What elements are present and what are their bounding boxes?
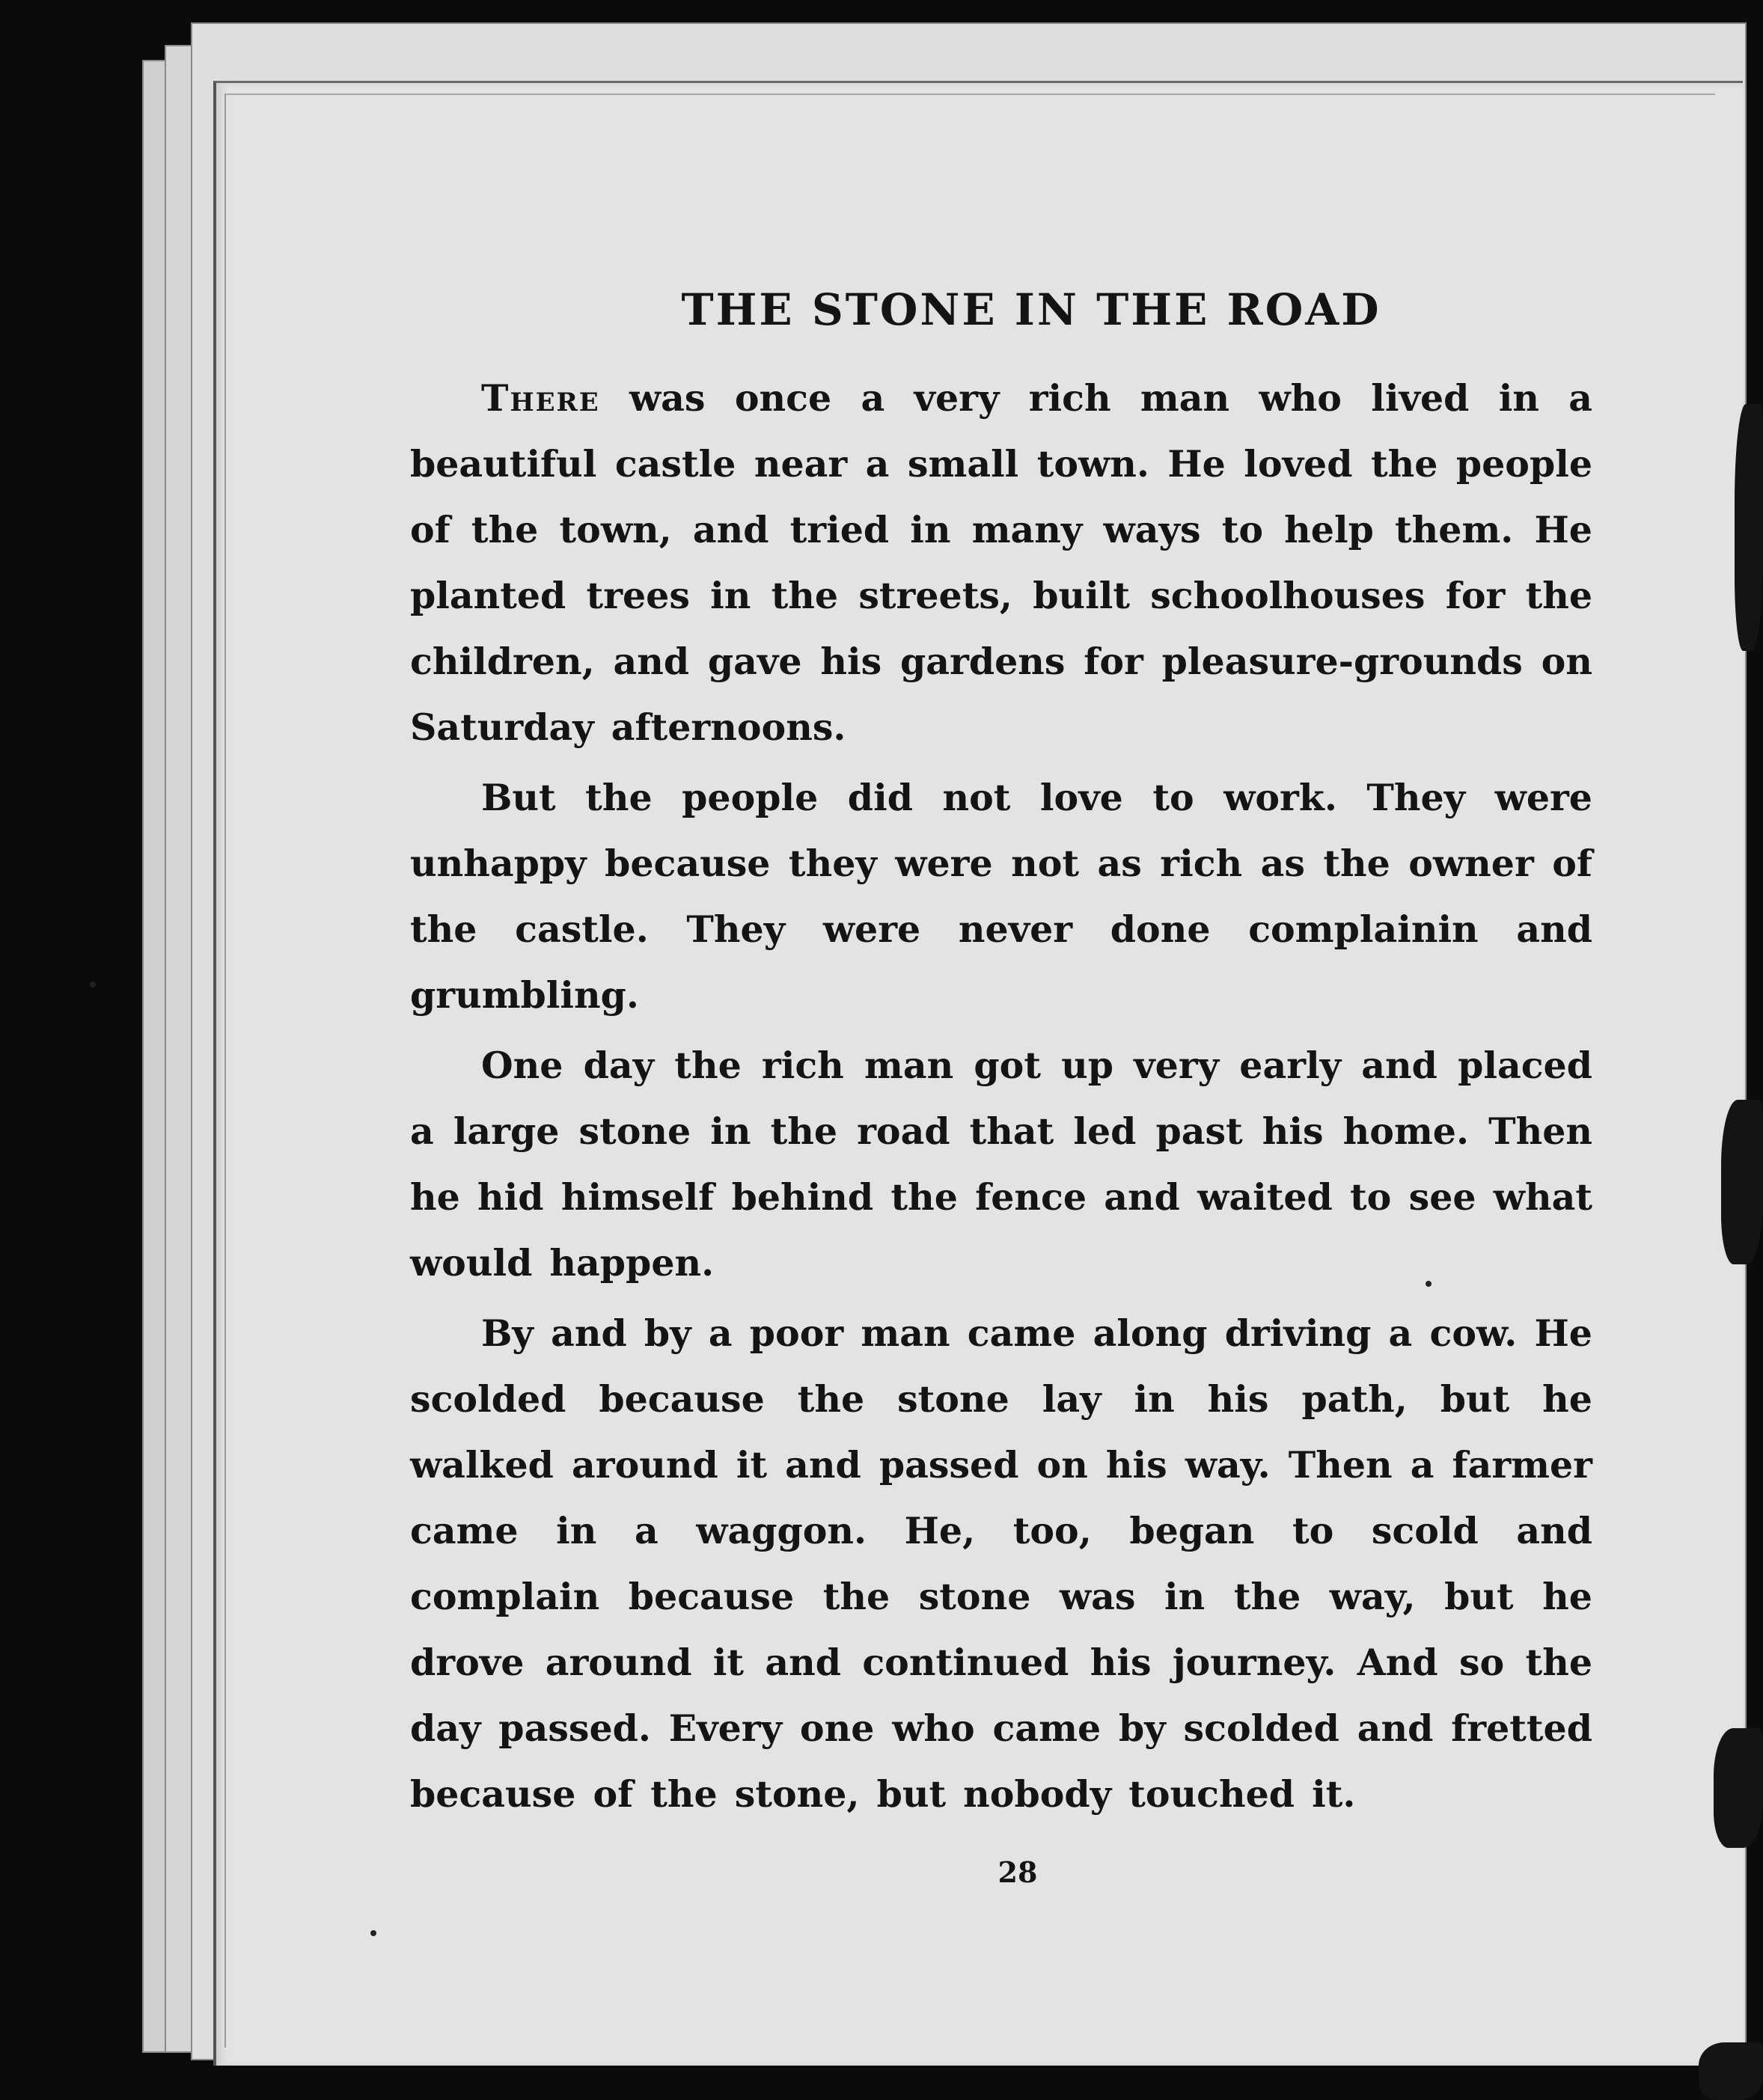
binding-shadow: [1735, 404, 1763, 651]
paragraph-text: was once a very rich man who lived in a beautiful castle near a small town. He loved the people of the town, and tried in many ways to help them. He planted trees in the streets, built schoolhouses for the children, and gave his gardens for pleasure-grounds on Saturday afternoons.: [410, 376, 1592, 749]
binding-shadow: [1699, 2042, 1763, 2100]
paragraph: [410, 365, 1592, 760]
paragraph: [410, 1032, 1592, 1296]
dust-speck: [370, 1930, 376, 1936]
paragraph: [410, 1300, 1592, 1827]
paragraph-text: But the people did not love to work. They were unhappy because they were not as rich as the owner of the castle. They were never done complainin and grumbling.: [410, 776, 1592, 1017]
dust-speck: [90, 982, 96, 988]
binding-shadow: [1714, 1728, 1763, 1848]
paragraph: [410, 765, 1592, 1028]
page-title: THE STONE IN THE ROAD: [681, 284, 1381, 335]
binding-shadow: [1721, 1100, 1763, 1264]
paragraph-lead: There: [481, 376, 600, 420]
page-text: [410, 284, 1592, 1831]
paragraph-text: One day the rich man got up very early and placed a large stone in the road that led past his home. Then he hid himself behind the fence and waited to see what would happen.: [410, 1044, 1592, 1285]
paragraph-text: By and by a poor man came along driving a cow. He scolded because the stone lay in his path, but he walked around it and passed on his way. Then a farmer came in a waggon. He, too, began to scold and complain because the stone was in the way, but he drove around it and continued his journey. And so the day passed. Every one who came by scolded and fretted because of the stone, but nobody touched it.: [410, 1311, 1592, 1816]
page-number: 28: [997, 1855, 1038, 1889]
